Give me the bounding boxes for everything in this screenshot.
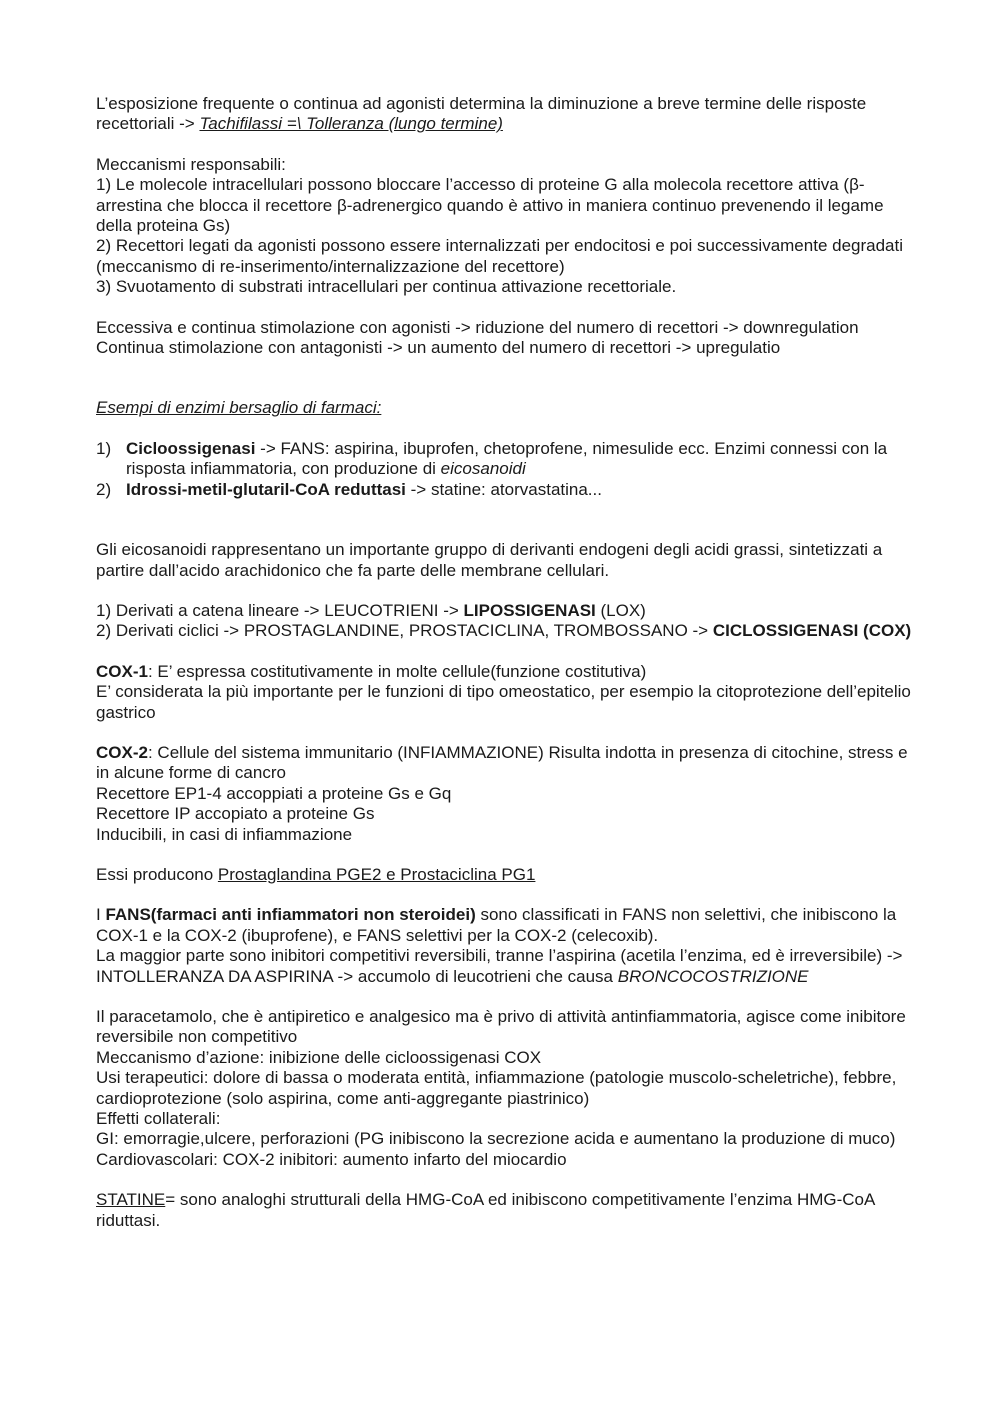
upregulation-text: Continua stimolazione con antagonisti -> un aumento del numero di recettori -> upregulatio: [96, 338, 781, 358]
tolerance-underlined-text: Tachifilassi =\ Tolleranza (lungo termine): [199, 114, 503, 134]
paracetamol-intro: Il paracetamolo, che è antipiretico e analgesico ma è privo di attività antinfiammatoria, agisce come inibitore reversibile non competitivo: [96, 1007, 906, 1047]
fans-detail: [96, 946, 916, 987]
eicosanoids-linear-line: [96, 601, 916, 621]
eicosanoids-intro: Gli eicosanoidi rappresentano un importante gruppo di derivanti endogeni degli acidi grassi, sintetizzati a partire dall’acido arachidonico che fa parte delle membrane cellulari.: [96, 540, 883, 580]
cox1-label: COX-1: [96, 661, 148, 681]
products-underlined-text: Prostaglandina PGE2 e Prostaciclina PG1: [217, 864, 536, 884]
enzyme-name: Cicloossigenasi: [126, 438, 256, 458]
mechanism-item-2: 2) Recettori legati da agonisti possono essere internalizzati per endocitosi e poi successivamente degradati (meccanismo di re-inserimento/internalizzazione del recettore): [96, 236, 904, 276]
list-number: 1): [96, 438, 112, 458]
statins-text: = sono analoghi strutturali della HMG-CoA ed inibiscono competitivamente l’enzima HMG-CoA riduttasi.: [96, 1190, 875, 1230]
products-text: Essi producono: [96, 864, 218, 884]
cox2-receptor-ep: Recettore EP1-4 accoppiati a proteine Gs e Gq: [96, 783, 452, 803]
list-number: 2): [96, 479, 112, 499]
enzyme-list: [96, 439, 916, 500]
enzyme-italic-term: eicosanoidi: [440, 459, 526, 479]
eicosanoids-cyclic-line: [96, 621, 916, 641]
fans-paragraph: [96, 905, 916, 946]
cox2-paragraph: [96, 743, 916, 784]
downregulation-text: Eccessiva e continua stimolazione con agonisti -> riduzione del numero di recettori -> downregulation: [96, 317, 859, 337]
statins-label: STATINE: [96, 1190, 166, 1210]
document-page: [96, 94, 916, 1231]
cox2-inducible: Inducibili, in casi di infiammazione: [96, 824, 353, 844]
mechanism-item-3: 3) Svuotamento di substrati intracellulari per continua attivazione recettoriale.: [96, 277, 677, 297]
statins-paragraph: [96, 1190, 916, 1231]
side-effects-text: GI: emorragie,ulcere, perforazioni (PG inibiscono la secrezione acida e aumentano la produzione di muco) Cardiovascolari: COX-2 inibitori: aumento infarto del miocardio: [96, 1129, 896, 1169]
tachyphylaxis-paragraph: [96, 94, 916, 135]
enzyme-list-item: [96, 439, 916, 480]
mechanism-item-1: 1) Le molecole intracellulari possono bloccare l’accesso di proteine G alla molecola recettore attiva (β-arrestina che blocca il recettore β-adrenergico quando è attivo in maniera continuo prevenendo il legame della proteina Gs): [96, 175, 884, 236]
enzyme-description: -> FANS: aspirina, ibuprofen, chetoprofene, nimesulide ecc. Enzimi connessi con la risposta infiammatoria, con produzione di: [126, 438, 888, 479]
fans-prefix: I: [96, 905, 106, 925]
enzyme-name: Idrossi-metil-glutaril-CoA reduttasi: [126, 479, 406, 499]
lipoxygenase-term: LIPOSSIGENASI: [463, 600, 596, 620]
bronchoconstriction-term: BRONCOCOSTRIZIONE: [617, 966, 809, 986]
cox1-text: : E’ espressa costitutivamente in molte cellule(funzione costitutiva): [147, 661, 647, 681]
lox-abbrev: (LOX): [595, 600, 646, 620]
enzyme-description: -> statine: atorvastatina...: [405, 479, 602, 499]
cox1-paragraph: [96, 662, 916, 682]
paracetamol-mechanism: Meccanismo d’azione: inibizione delle cicloossigenasi COX: [96, 1047, 542, 1067]
mechanisms-title: Meccanismi responsabili:: [96, 154, 286, 174]
linear-derivatives-text: 1) Derivati a catena lineare -> LEUCOTRIENI ->: [96, 600, 464, 620]
paracetamol-uses: Usi terapeutici: dolore di bassa o moderata entità, infiammazione (patologie muscolo-scheletriche), febbre, cardioprotezione (solo aspirina, come anti-aggregante piastrinico): [96, 1068, 897, 1108]
cyclic-derivatives-text: 2) Derivati ciclici -> PROSTAGLANDINE, PROSTACICLINA, TROMBOSSANO ->: [96, 621, 713, 641]
cox1-detail: E’ considerata la più importante per le funzioni di tipo omeostatico, per esempio la citoprotezione dell’epitelio gastrico: [96, 682, 911, 722]
side-effects-title: Effetti collaterali:: [96, 1109, 221, 1129]
products-paragraph: [96, 865, 916, 885]
fans-text: sono classificati in FANS non selettivi, che inibiscono la COX-1 e la COX-2 (ibuprofene), e FANS selettivi per la COX-2 (celecoxib).: [96, 905, 897, 945]
fans-term: FANS(farmaci anti infiammatori non steroidei): [105, 905, 476, 925]
tachyphylaxis-text: L’esposizione frequente o continua ad agonisti determina la diminuzione a breve termine delle risposte recettoriali ->: [96, 94, 867, 134]
fans-detail-text: La maggior parte sono inibitori competitivi reversibili, tranne l’aspirina (acetila l’enzima, ed è irreversibile) -> INTOLLERANZA DA ASPIRINA -> accumolo di leucotrieni che causa: [96, 946, 903, 986]
enzyme-list-item: [96, 480, 916, 500]
cox2-text: : Cellule del sistema immunitario (INFIAMMAZIONE) Risulta indotta in presenza di citochine, stress e in alcune forme di cancro: [96, 742, 908, 783]
cox2-receptor-ip: Recettore IP accopiato a proteine Gs: [96, 804, 375, 824]
cox2-label: COX-2: [96, 742, 148, 762]
cyclooxygenase-term: CICLOSSIGENASI (COX): [712, 621, 912, 641]
enzyme-examples-heading: Esempi di enzimi bersaglio di farmaci:: [96, 398, 382, 418]
